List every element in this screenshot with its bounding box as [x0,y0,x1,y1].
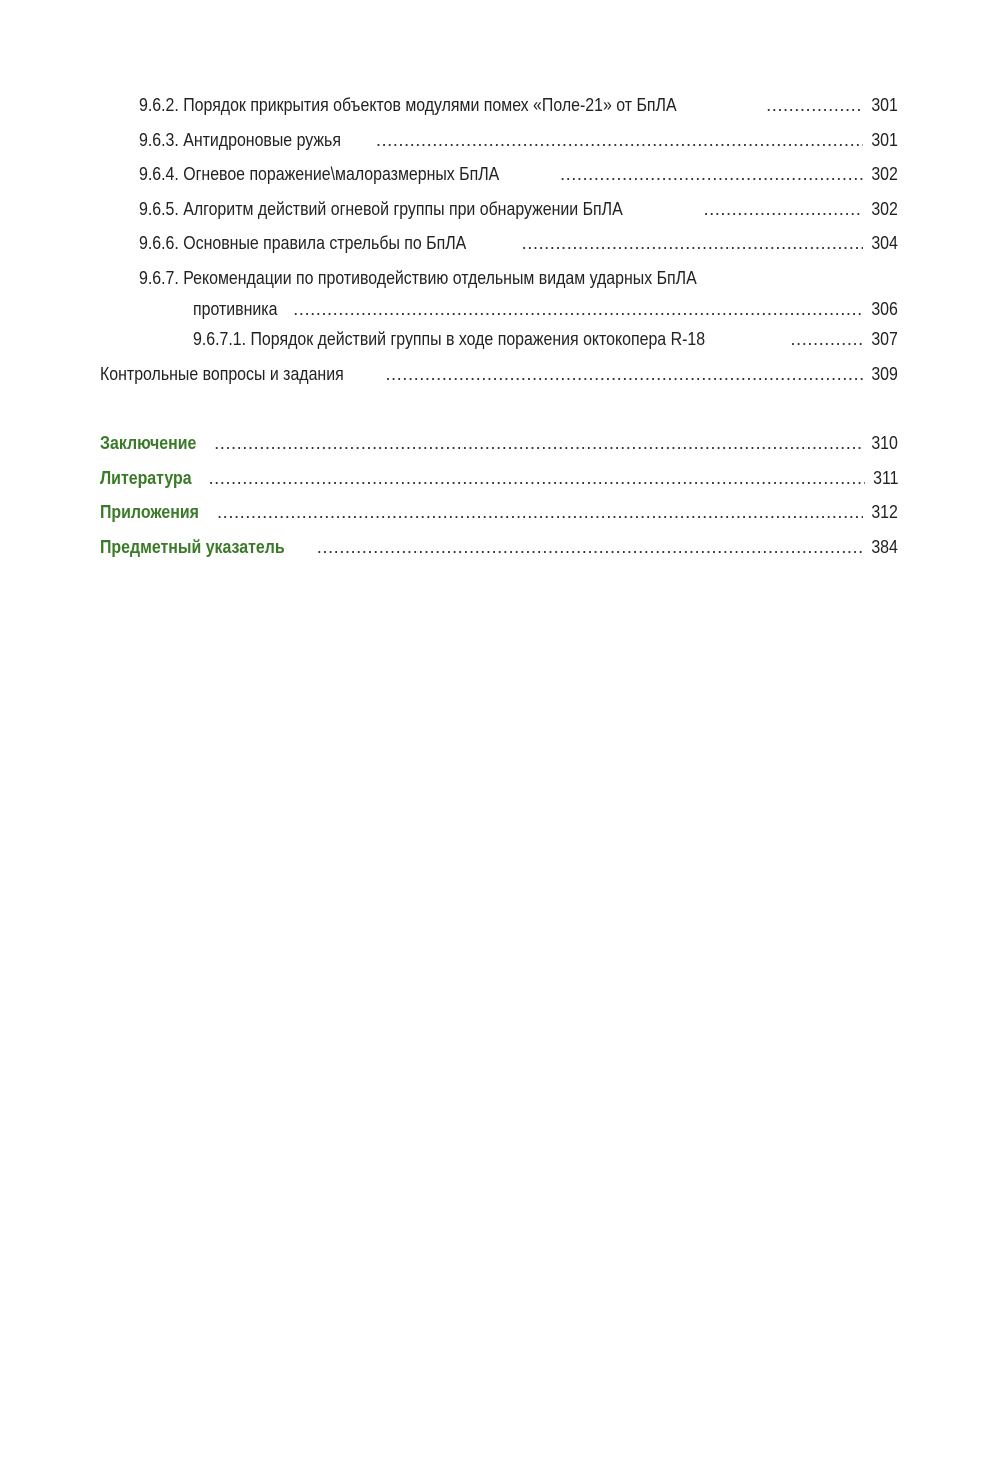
toc-entry-title: Огневое поражение\малоразмерных БпЛА [183,163,500,184]
toc-leader-dots [208,461,864,496]
toc-entry-review-questions[interactable] [100,357,898,392]
toc-entry-number: 9.6.3. [139,128,179,150]
toc-entry-number: 9.6.5. [139,197,179,219]
toc-leader-dots [766,88,863,123]
toc-entry-title: Контрольные вопросы и задания [100,362,344,384]
toc-entry-appendices[interactable] [100,495,898,530]
toc-entry-title: Заключение [100,432,197,453]
toc-entry-page: 302 [871,197,898,219]
toc-entry-9-6-7-1[interactable] [100,322,898,357]
toc-entry-title: Антидроновые ружья [183,128,341,150]
toc-leader-dots [790,322,863,357]
toc-entry-number: 9.6.2. [139,94,179,115]
toc-entry-conclusion[interactable] [100,426,898,461]
toc-entry-title: Литература [100,466,192,488]
toc-entry-title: Приложения [100,501,199,522]
toc-entry-page: 302 [871,163,898,184]
toc-leader-dots [385,357,863,392]
toc-entry-9-6-6[interactable] [100,226,898,261]
table-of-contents [100,88,898,564]
toc-entry-title: Порядок прикрытия объектов модулями помех «Поле-21» от БпЛА [183,94,677,115]
toc-entry-title-continuation: противника [193,298,278,319]
toc-entry-9-6-4[interactable] [100,157,898,192]
toc-entry-number: 9.6.6. [139,232,179,253]
toc-entry-number: 9.6.7.1. [193,328,247,349]
toc-entry-literature[interactable] [100,461,898,496]
toc-entry-page: 309 [871,362,898,384]
toc-entry-number: 9.6.4. [139,163,179,184]
toc-entry-page: 301 [871,128,898,150]
toc-entry-page: 306 [871,298,898,319]
toc-entry-title: Порядок действий группы в ходе поражения октокопера R-18 [250,328,706,349]
toc-entry-number: 9.6.7. [139,266,179,288]
toc-leader-dots [217,495,863,530]
toc-entry-title: Основные правила стрельбы по БпЛА [183,232,467,253]
toc-entry-9-6-7[interactable] [100,261,898,323]
toc-leader-dots [376,123,863,158]
toc-leader-dots [703,192,863,227]
toc-entry-page: 312 [871,501,898,522]
section-spacer [100,391,898,426]
toc-leader-dots [317,530,863,565]
toc-entry-9-6-2[interactable] [100,88,898,123]
toc-entry-page: 307 [871,328,898,349]
toc-entry-9-6-5[interactable] [100,192,898,227]
toc-leader-dots [560,157,863,192]
toc-entry-title: Предметный указатель [100,535,285,557]
toc-entry-page: 384 [871,535,898,557]
toc-entry-page: 301 [871,94,898,115]
toc-leader-dots [214,426,863,461]
toc-entry-9-6-3[interactable] [100,123,898,158]
toc-leader-dots [522,226,864,261]
toc-entry-subject-index[interactable] [100,530,898,565]
toc-entry-page: 304 [871,232,898,253]
toc-entry-page: 311 [872,466,898,488]
toc-leader-dots [293,295,863,322]
toc-entry-title: Рекомендации по противодействию отдельным видам ударных БпЛА [183,266,697,288]
toc-entry-title: Алгоритм действий огневой группы при обнаружении БпЛА [183,197,623,219]
toc-entry-page: 310 [871,432,898,453]
